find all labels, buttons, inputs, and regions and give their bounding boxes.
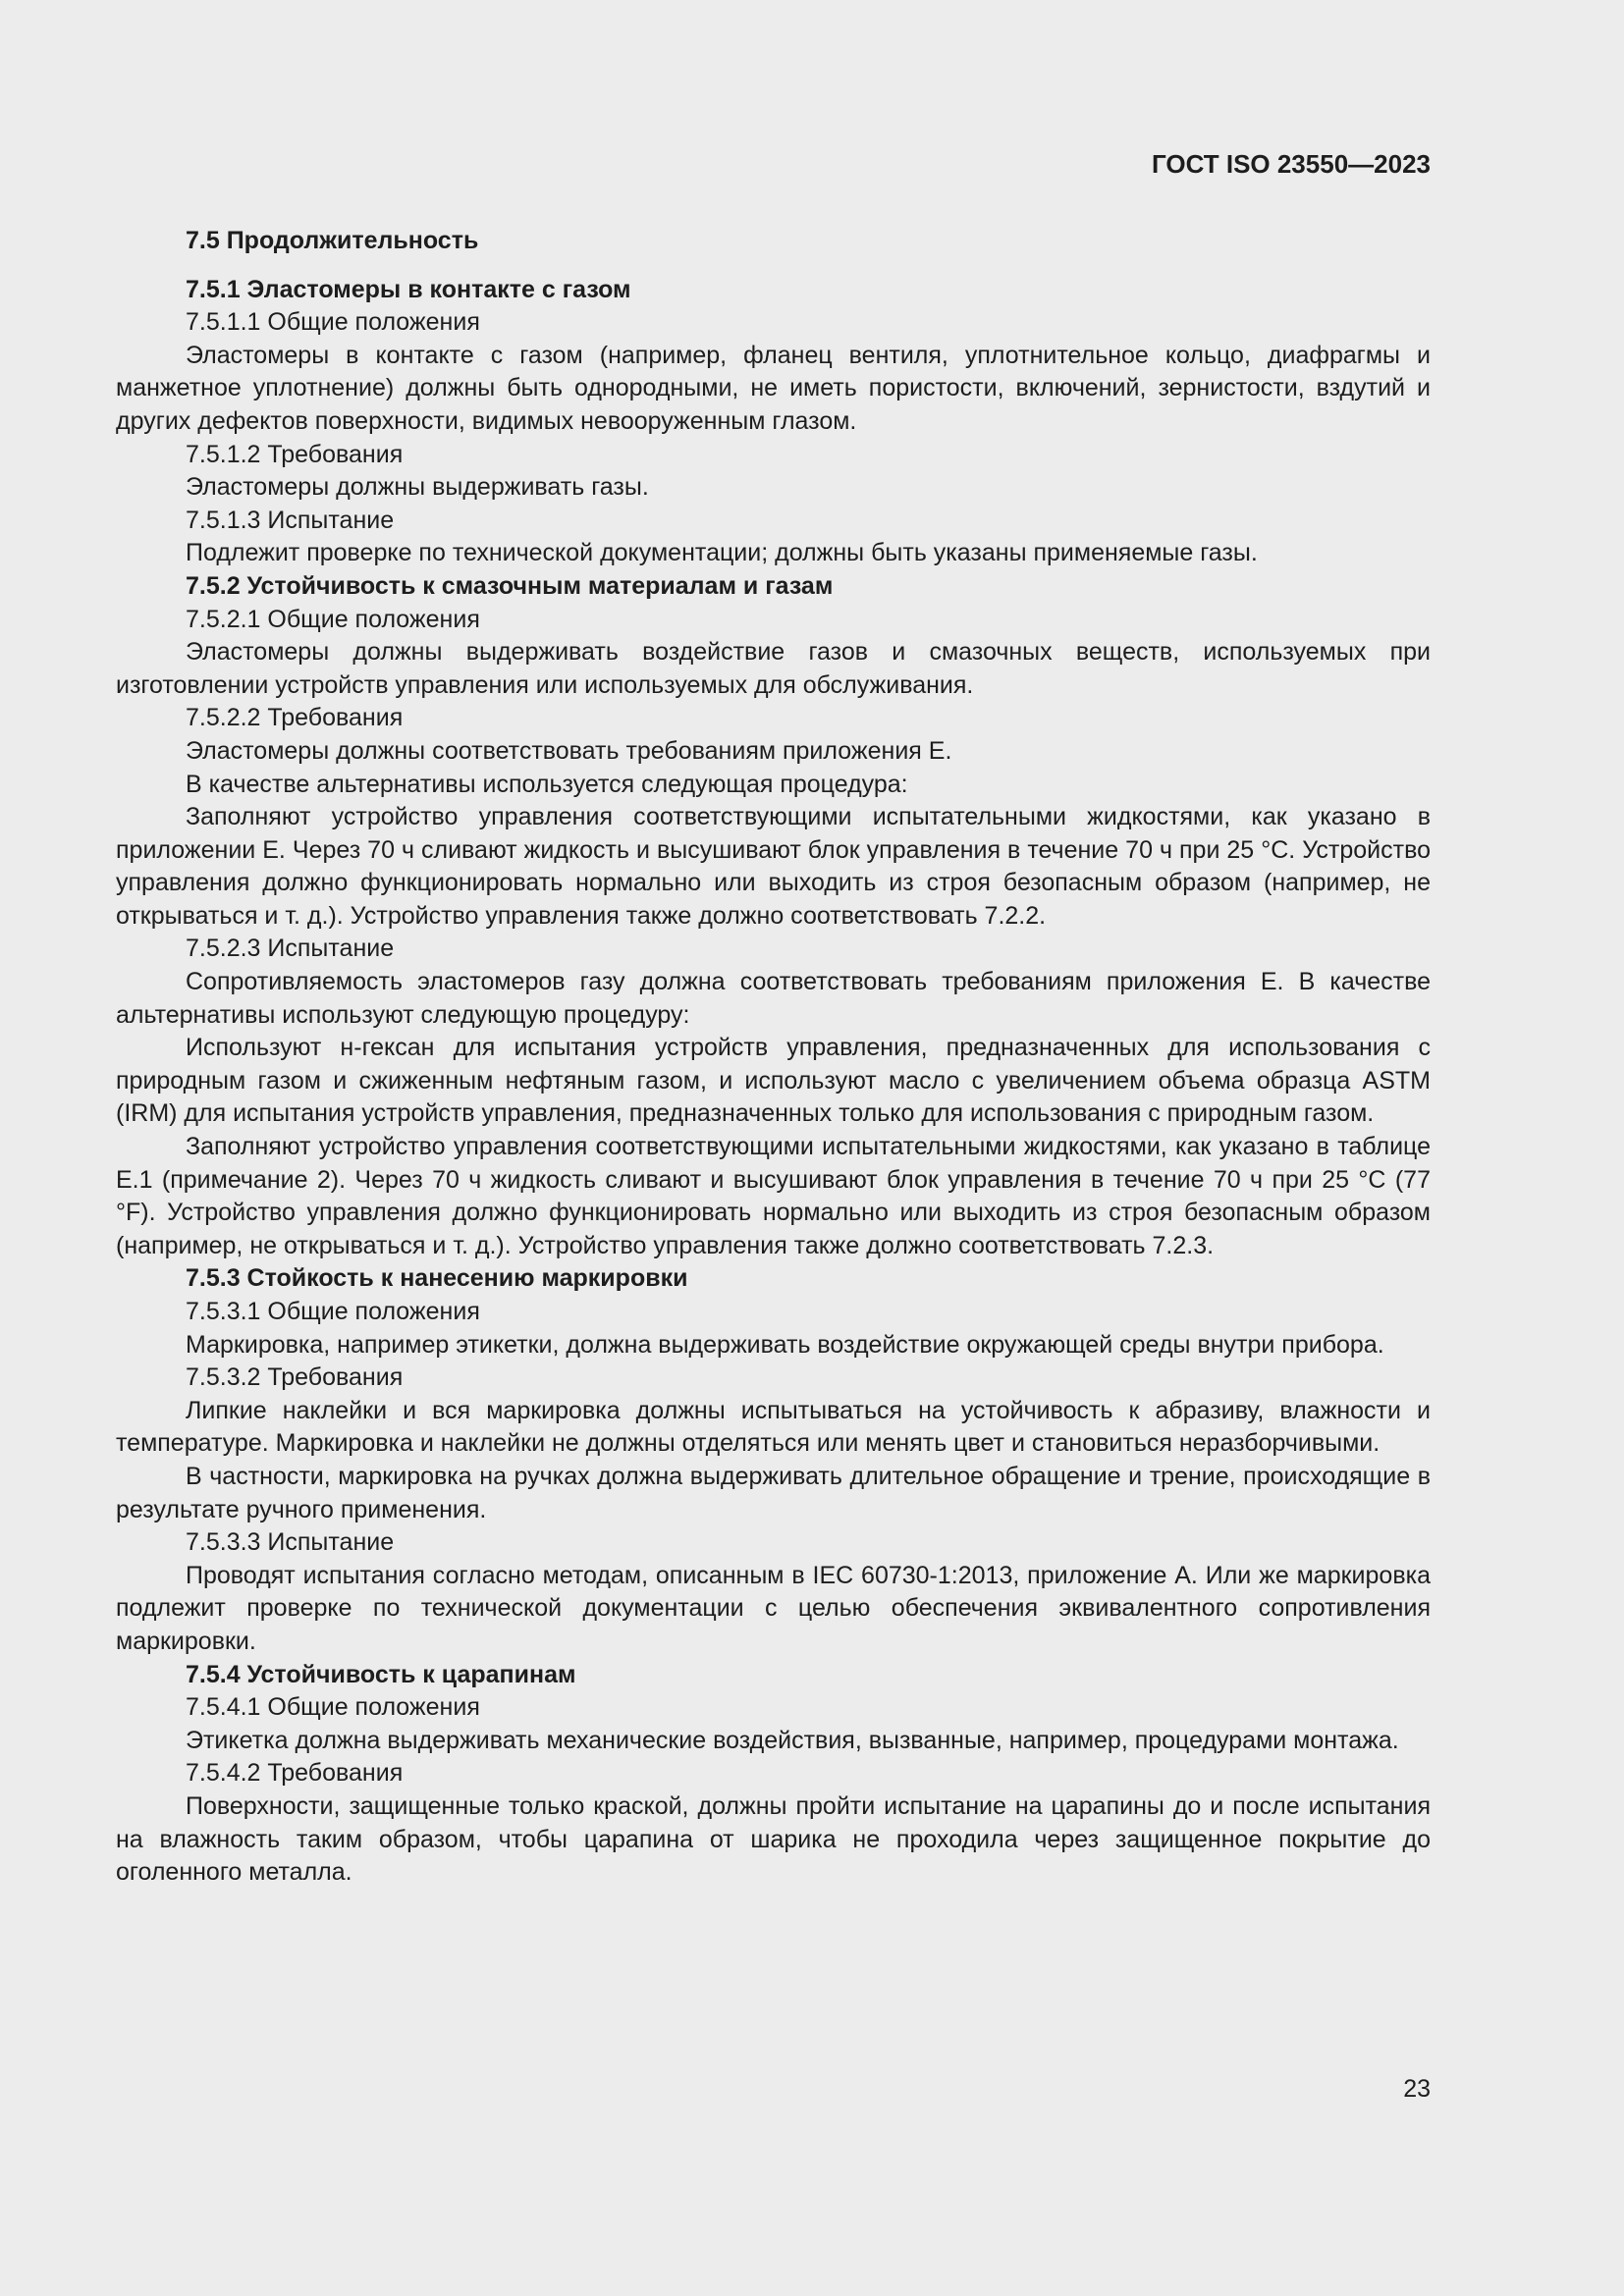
document-body [116,225,1431,1890]
paragraph: Эластомеры должны выдерживать газы. [186,473,649,502]
page-header-doc-code: ГОСТ ISO 23550—2023 [1151,149,1431,179]
paragraph: 7.5.2.3 Испытание [186,934,395,963]
paragraph: В частности, маркировка на ручках должна выдерживать длительное обращение и трение, происходящие в результате ручного применения. [116,1462,1431,1523]
paragraph: Заполняют устройство управления соответствующими испытательными жидкостями, как указано в таблице Е.1 (примечание 2). Через 70 ч жидкость сливают и высушивают блок управления в течение 70 ч при 25 °С (77 °F). Устройство управления должно функционировать нормально или выходить из строя безопасным образом (например, не открываться и т. д.). Устройство управления также должно соответствовать 7.2.3. [116,1133,1431,1259]
paragraph: 7.5.4.1 Общие положения [186,1693,480,1722]
paragraph: Липкие наклейки и вся маркировка должны испытываться на устойчивость к абразиву, влажности и температуре. Маркировка и наклейки не должны отделяться или менять цвет и становиться неразборчивыми. [116,1396,1431,1458]
paragraph: 7.5.3.3 Испытание [186,1528,395,1557]
page-number: 23 [1403,2075,1431,2103]
paragraph: Поверхности, защищенные только краской, должны пройти испытание на царапины до и после испытания на влажность таким образом, чтобы царапина от шарика не проходила через защищенное покрытие до оголенного металла. [116,1791,1431,1887]
paragraph: Сопротивляемость эластомеров газу должна соответствовать требованиям приложения Е. В качестве альтернативы используют следующую процедуру: [116,968,1431,1029]
paragraph: 7.5.3.2 Требования [186,1363,404,1392]
paragraph: 7.5.1.3 Испытание [186,506,395,534]
section-heading: 7.5.3 Стойкость к нанесению маркировки [186,1264,688,1293]
paragraph: Подлежит проверке по технической документации; должны быть указаны применяемые газы. [186,539,1258,567]
paragraph: Маркировка, например этикетки, должна выдерживать воздействие окружающей среды внутри прибора. [186,1330,1384,1359]
section-heading: 7.5.4 Устойчивость к царапинам [186,1660,576,1688]
paragraph: Эластомеры в контакте с газом (например, фланец вентиля, уплотнительное кольцо, диафрагмы и манжетное уплотнение) должны быть однородными, не иметь пористости, включений, зернистости, вздутий и других дефектов поверхности, видимых невооруженным глазом. [116,341,1431,435]
paragraph: 7.5.4.2 Требования [186,1759,404,1788]
paragraph: 7.5.3.1 Общие положения [186,1298,480,1325]
paragraph: Этикетка должна выдерживать механические воздействия, вызванные, например, процедурами монтажа. [186,1726,1399,1754]
paragraph: Заполняют устройство управления соответствующими испытательными жидкостями, как указано в приложении Е. Через 70 ч сливают жидкость и высушивают блок управления в течение 70 ч при 25 °С. Устройство управления должно функционировать нормально или выходить из строя безопасным образом (например, не открываться и т. д.). Устройство управления также должно соответствовать 7.2.2. [116,803,1431,930]
section-heading: 7.5 Продолжительность [186,227,479,254]
section-heading: 7.5.1 Эластомеры в контакте с газом [186,275,631,303]
paragraph: 7.5.2.2 Требования [186,704,404,732]
paragraph: 7.5.2.1 Общие положения [186,605,480,633]
paragraph: 7.5.1.2 Требования [186,440,404,468]
section-heading: 7.5.2 Устойчивость к смазочным материалам и газам [186,571,834,600]
paragraph: В качестве альтернативы используется следующая процедура: [186,770,908,798]
paragraph: 7.5.1.1 Общие положения [186,308,480,337]
paragraph: Эластомеры должны соответствовать требованиям приложения Е. [186,736,952,765]
paragraph: Используют н-гексан для испытания устройств управления, предназначенных для использования с природным газом и сжиженным нефтяным газом, и используют масло с увеличением объема образца ASTM (IRM) для испытания устройств управления, предназначенных только для использования с природным газом. [116,1034,1431,1128]
paragraph: Эластомеры должны выдерживать воздействие газов и смазочных веществ, используемых при изготовлении устройств управления или используемых для обслуживания. [116,638,1431,699]
paragraph: Проводят испытания согласно методам, описанным в IEC 60730-1:2013, приложение А. Или же маркировка подлежит проверке по технической документации с целью обеспечения эквивалентного сопротивления маркировки. [116,1561,1431,1655]
